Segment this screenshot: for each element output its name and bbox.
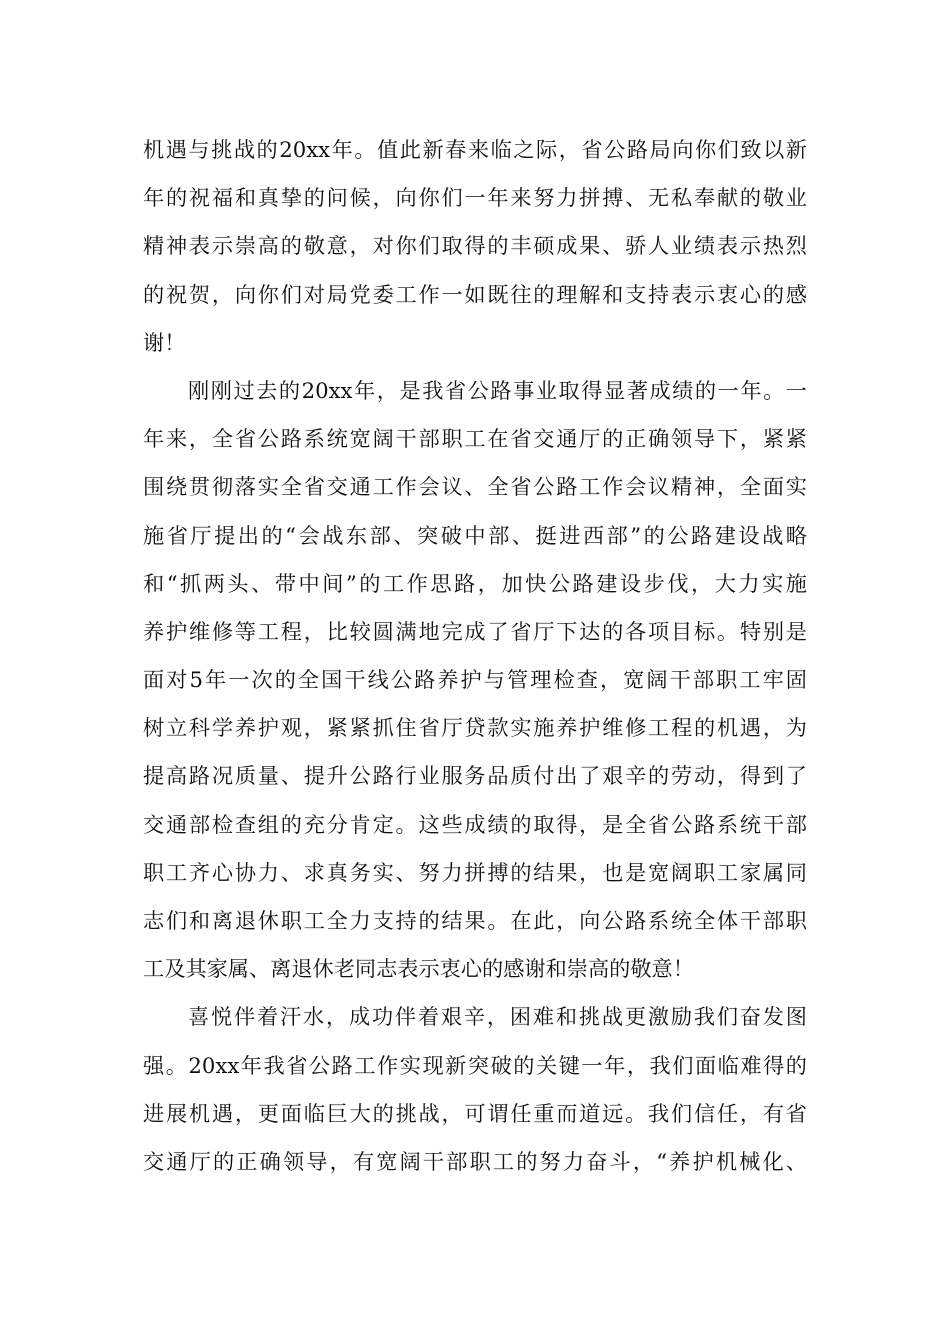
paragraph-line: 强。20xx年我省公路工作实现新突破的关键一年，我们面临难得的	[143, 1052, 807, 1078]
paragraph-line: 的祝贺，向你们对局党委工作一如既往的理解和支持表示衷心的感	[143, 281, 807, 307]
paragraph-line: 精神表示崇高的敬意，对你们取得的丰硕成果、骄人业绩表示热烈	[143, 233, 807, 259]
paragraph-line: 交通厅的正确领导，有宽阔干部职工的努力奋斗，“养护机械化、	[143, 1148, 807, 1174]
paragraph-line: 年的祝福和真挚的问候，向你们一年来努力拼搏、无私奉献的敬业	[143, 185, 807, 211]
paragraph-line: 和“抓两头、带中间”的工作思路，加快公路建设步伐，大力实施	[143, 570, 807, 596]
paragraph-line: 谢！	[143, 329, 186, 355]
paragraph-line: 提高路况质量、提升公路行业服务品质付出了艰辛的劳动，得到了	[143, 763, 807, 789]
paragraph-line: 施省厅提出的“会战东部、突破中部、挺进西部”的公路建设战略	[143, 522, 807, 548]
paragraph-line: 养护维修等工程，比较圆满地完成了省厅下达的各项目标。特别是	[143, 618, 807, 644]
paragraph-line: 喜悦伴着汗水，成功伴着艰辛，困难和挑战更激励我们奋发图	[188, 1004, 807, 1030]
paragraph-line: 围绕贯彻落实全省交通工作会议、全省公路工作会议精神，全面实	[143, 474, 807, 500]
paragraph-line: 刚刚过去的20xx年，是我省公路事业取得显著成绩的一年。一	[188, 377, 807, 403]
paragraph-line: 年来，全省公路系统宽阔干部职工在省交通厅的正确领导下，紧紧	[143, 426, 807, 452]
paragraph-line: 职工齐心协力、求真务实、努力拼搏的结果，也是宽阔职工家属同	[143, 859, 807, 885]
body-text	[143, 126, 807, 1186]
paragraph-line: 工及其家属、离退休老同志表示衷心的感谢和崇高的敬意！	[143, 956, 694, 982]
paragraph-line: 树立科学养护观，紧紧抓住省厅贷款实施养护维修工程的机遇，为	[143, 715, 807, 741]
paragraph-line: 志们和离退休职工全力支持的结果。在此，向公路系统全体干部职	[143, 908, 807, 933]
paragraph-line: 进展机遇，更面临巨大的挑战，可谓任重而道远。我们信任，有省	[143, 1100, 807, 1126]
paragraph-line: 交通部检查组的充分肯定。这些成绩的取得，是全省公路系统干部	[143, 811, 807, 837]
paragraph-line: 机遇与挑战的20xx年。值此新春来临之际，省公路局向你们致以新	[143, 137, 807, 162]
paragraph-line: 面对5年一次的全国干线公路养护与管理检查，宽阔干部职工牢固	[143, 667, 807, 693]
